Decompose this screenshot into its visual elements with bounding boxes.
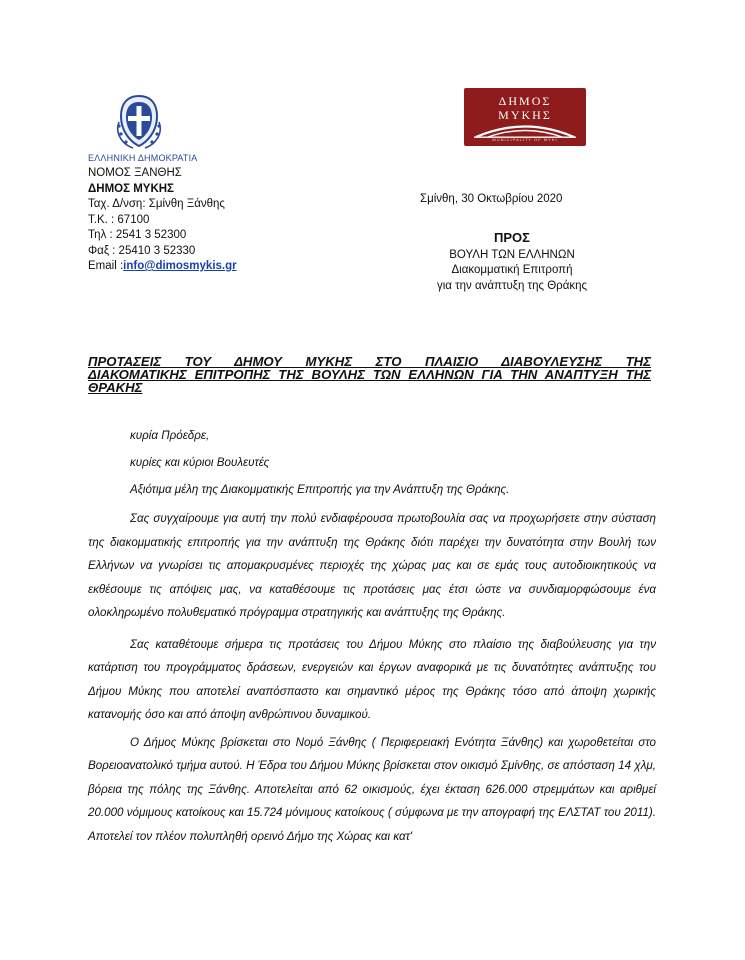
- heading-line-1: ΠΡΟΤΑΣΕΙΣ ΤΟΥ ΔΗΜΟΥ ΜΥΚΗΣ ΣΤΟ ΠΛΑΙΣΙΟ ΔΙΑΒΟΥΛΕΥΣΗΣ ΤΗΣ: [88, 354, 651, 369]
- recipient-line-1: ΒΟΥΛΗ ΤΩΝ ΕΛΛΗΝΩΝ: [449, 248, 575, 261]
- greeting-line: κυρία Πρόεδρε,: [130, 429, 210, 442]
- logo-text-dimos: ΔΗΜΟΣ: [498, 94, 552, 108]
- sender-nomos: ΝΟΜΟΣ ΞΑΝΘΗΣ: [88, 167, 182, 179]
- sender-phone: Τηλ : 2541 3 52300: [88, 229, 187, 241]
- sender-address: Ταχ. Δ/νση: Σμίνθη Ξάνθης: [88, 198, 225, 210]
- sender-email-row: [88, 259, 237, 275]
- recipient-label: ΠΡΟΣ: [494, 230, 530, 245]
- body-paragraph: Σας καταθέτουμε σήμερα τις προτάσεις του Δήμου Μύκης στο πλαίσιο της διαβούλευσης για την κατάρτιση του προγράμματος δράσεων, ενεργειών και έργων αναφορικά με τις δυνατότητες ανάπτυξης του Δήμου Μύκης που αποτελεί αναπόσπαστο και σημαντικό μέρος της Θράκης τόσο από άποψη χωρικής κατανομής όσο και από άποψη ανθρώπινου δυναμικού.: [88, 637, 656, 721]
- greek-state-emblem-icon: [113, 92, 165, 152]
- municipality-logo: [464, 88, 586, 146]
- date-line: Σμίνθη, 30 Οκτωβρίου 2020: [420, 193, 563, 205]
- sender-dimos: ΔΗΜΟΣ ΜΥΚΗΣ: [88, 182, 174, 195]
- sender-email-link[interactable]: info@dimosmykis.gr: [123, 260, 237, 272]
- logo-text-mykis: ΜΥΚΗΣ: [498, 108, 552, 122]
- sender-postal-code: Τ.Κ. : 67100: [88, 213, 150, 226]
- emblem-caption: ΕΛΛΗΝΙΚΗ ΔΗΜΟΚΡΑΤΙΑ: [88, 153, 198, 163]
- body-paragraph: Σας συγχαίρουμε για αυτή την πολύ ενδιαφέρουσα πρωτοβουλία σας να προχωρήσετε στην σύσταση της διακομματικής επιτροπής για την ανάπτυξη της Θράκης διότι παρέχει την δυνατότητα στην Βουλή των Ελλήνων να γνωρίσει τις απομακρυσμένες περιοχές της χώρας μας και σε εμάς τους αυτοδιοικητικούς να εκθέσουμε τις απόψεις μας, να καταθέσουμε τις προτάσεις μας έτσι ώστε να συνδιαμορφώσουμε ένα ολοκληρωμένο πολυθεματικό πρόγραμμα στρατηγικής και ανάπτυξης της Θράκης.: [88, 512, 656, 619]
- recipient-line-2: Διακομματική Επιτροπή: [451, 264, 573, 276]
- recipient-block: [412, 230, 612, 294]
- greeting-line: Αξιότιμα μέλη της Διακομματικής Επιτροπής για την Ανάπτυξη της Θράκης.: [130, 483, 510, 496]
- document-body: [88, 422, 656, 848]
- greeting-line: κυρίες και κύριοι Βουλευτές: [130, 456, 270, 469]
- sender-fax: Φαξ : 25410 3 52330: [88, 244, 196, 257]
- sender-email-label: Email :: [88, 260, 124, 272]
- sender-block: [88, 166, 237, 275]
- recipient-line-3: για την ανάπτυξη της Θράκης: [436, 279, 588, 292]
- document-heading: [88, 355, 651, 394]
- heading-line-2: ΔΙΑΚΟΜΑΤΙΚΗΣ ΕΠΙΤΡΟΠΗΣ ΤΗΣ ΒΟΥΛΗΣ ΤΩΝ ΕΛΛΗΝΩΝ ΓΙΑ ΤΗΝ ΑΝΑΠΤΥΞΗ ΤΗΣ: [88, 367, 651, 382]
- body-paragraph: Ο Δήμος Μύκης βρίσκεται στο Νομό Ξάνθης ( Περιφερειακή Ενότητα Ξάνθης) και χωροθετείται στο Βορειοανατολικό τμήμα αυτού. Η Έδρα του Δήμου Μύκης βρίσκεται στον οικισμό Σμίνθης, σε απόσταση 14 χλμ, βόρεια της πόλης της Ξάνθης. Αποτελείται από 62 οικισμούς, έχει έκταση 626.000 στρεμμάτων και αριθμεί 20.000 νόμιμους κατοίκους και 15.724 μόνιμους κατοίκους ( σύμφωνα με την απογραφή της ΕΛΣΤΑΤ του 2011). Αποτελεί τον πλέον πολυπληθή ορεινό Δήμο της Χώρας και κατ': [88, 735, 656, 843]
- logo-subline: MUNICIPALITY OF MYKI: [492, 137, 558, 142]
- municipality-bridge-logo-icon: [474, 122, 576, 138]
- heading-line-3: ΘΡΑΚΗΣ: [88, 380, 143, 395]
